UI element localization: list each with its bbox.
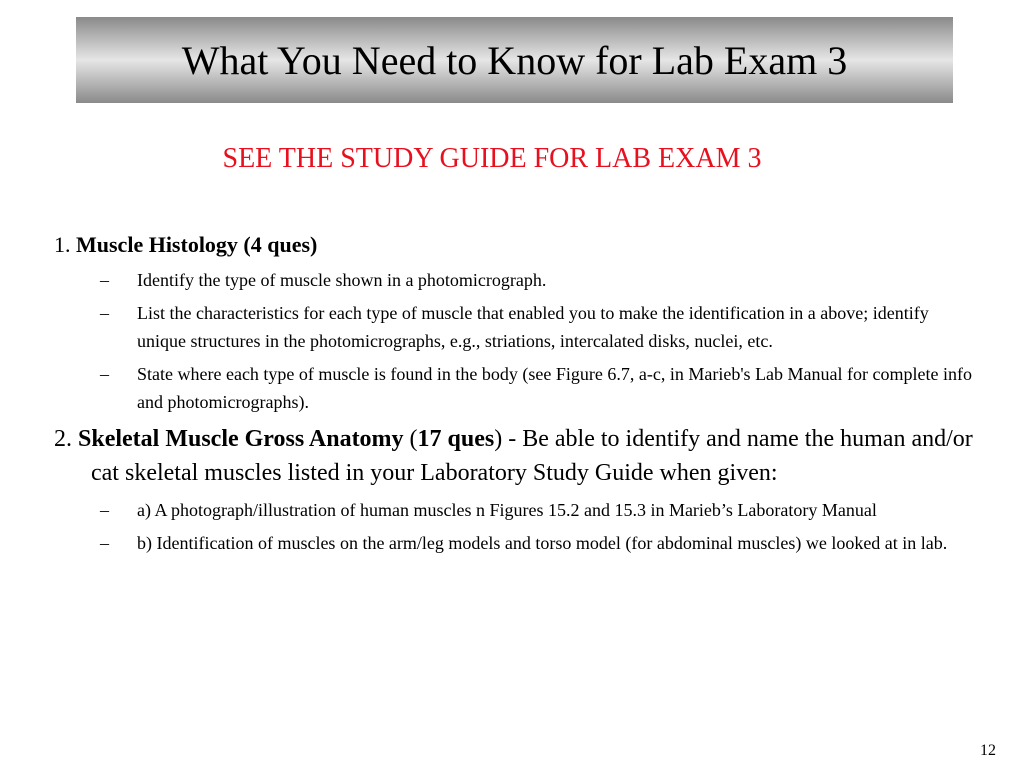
list-item bbox=[54, 299, 974, 355]
list-item-text: State where each type of muscle is found in the body (see Figure 6.7, a-c, in Marieb's Lab Manual for complete info and photomicrographs). bbox=[137, 364, 972, 412]
list-item bbox=[54, 360, 974, 416]
dash-bullet: – bbox=[100, 303, 109, 323]
section-title: Skeletal Muscle Gross Anatomy bbox=[78, 426, 404, 452]
slide-body bbox=[54, 230, 974, 563]
dash-bullet: – bbox=[100, 533, 109, 553]
section-heading bbox=[54, 230, 974, 260]
list-item bbox=[54, 496, 974, 524]
section-muscle-histology bbox=[54, 230, 974, 416]
list-item bbox=[54, 266, 974, 294]
paren-close: ) bbox=[494, 426, 503, 452]
list-item-text: Identify the type of muscle shown in a photomicrograph. bbox=[137, 270, 547, 290]
section-heading bbox=[54, 422, 974, 490]
slide-title: What You Need to Know for Lab Exam 3 bbox=[181, 37, 848, 83]
dash-bullet: – bbox=[100, 500, 109, 520]
section-description: - Be able to identify and name the human and/or cat skeletal muscles listed in your Laboratory Study Guide when given: bbox=[91, 426, 973, 486]
bullet-list bbox=[54, 266, 974, 416]
list-item-text: a) A photograph/illustration of human muscles n Figures 15.2 and 15.3 in Marieb’s Laboratory Manual bbox=[137, 500, 877, 520]
dash-bullet: – bbox=[100, 270, 109, 290]
section-number: 1. bbox=[54, 232, 71, 257]
section-number: 2. bbox=[54, 426, 72, 452]
page-number: 12 bbox=[980, 742, 996, 759]
study-guide-notice: SEE THE STUDY GUIDE FOR LAB EXAM 3 bbox=[222, 143, 762, 174]
paren-open: ( bbox=[403, 426, 418, 452]
dash-bullet: – bbox=[100, 364, 109, 384]
list-item bbox=[54, 529, 974, 557]
question-count: 17 ques bbox=[417, 426, 495, 452]
bullet-list bbox=[54, 496, 974, 557]
section-skeletal-muscle-gross-anatomy bbox=[54, 422, 974, 557]
title-bar bbox=[76, 17, 953, 103]
list-item-text: List the characteristics for each type of muscle that enabled you to make the identification in a above; identify unique structures in the photomicrographs, e.g., striations, intercalated disks, nuclei, etc. bbox=[137, 303, 929, 351]
section-title: Muscle Histology (4 ques) bbox=[76, 232, 318, 257]
list-item-text: b) Identification of muscles on the arm/leg models and torso model (for abdominal muscles) we looked at in lab. bbox=[137, 533, 948, 553]
